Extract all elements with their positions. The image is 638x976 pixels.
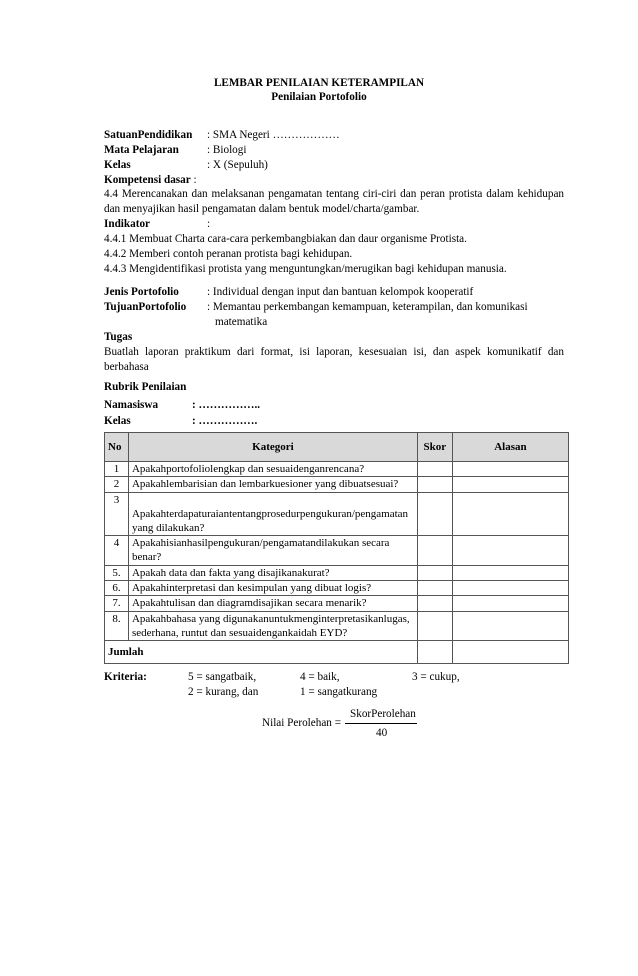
row-no: 7.	[105, 596, 129, 611]
row-no: 8.	[105, 611, 129, 641]
tugas-text: Buatlah laporan praktikum dari format, isi laporan, kesesuaian isi, dan aspek komunikatif dan berbahasa	[104, 346, 564, 373]
kompetensi-colon: :	[193, 174, 197, 186]
identity-label: SatuanPendidikan	[104, 129, 193, 141]
row-skor[interactable]	[417, 596, 452, 611]
tujuan-portofolio-value: : Memantau perkembangan kemampuan, keterampilan, dan komunikasi	[207, 301, 528, 313]
row-no: 6.	[105, 581, 129, 596]
fraction-line	[345, 723, 417, 724]
jumlah-row	[105, 641, 569, 664]
formula-lhs: Nilai Perolehan =	[262, 717, 342, 729]
header-kategori: Kategori	[128, 433, 417, 462]
table-row	[105, 462, 569, 477]
row-alasan[interactable]	[452, 536, 568, 566]
row-alasan[interactable]	[452, 462, 568, 477]
header-no: No	[105, 433, 129, 462]
tugas-label: Tugas	[104, 331, 133, 343]
table-row	[105, 536, 569, 566]
indikator-item: 4.4.2 Memberi contoh peranan protista bagi kehidupan.	[104, 248, 353, 260]
row-no: 5.	[105, 565, 129, 580]
kriteria-item: 2 = kurang, dan	[188, 686, 259, 698]
indikator-label: Indikator	[104, 218, 151, 230]
jumlah-alasan[interactable]	[452, 641, 568, 664]
identity-label: Kelas	[104, 159, 131, 171]
indikator-item: 4.4.1 Membuat Charta cara-cara perkembangbiakan dan daur organisme Protista.	[104, 233, 467, 245]
row-kategori: Apakahportofoliolengkap dan sesuaidenganrencana?	[128, 462, 417, 477]
identity-value: : X (Sepuluh)	[207, 159, 268, 171]
row-no: 4	[105, 536, 129, 566]
row-skor[interactable]	[417, 477, 452, 492]
row-alasan[interactable]	[452, 596, 568, 611]
jumlah-skor[interactable]	[417, 641, 452, 664]
identity-row-satuan	[104, 128, 340, 143]
row-alasan[interactable]	[452, 492, 568, 536]
kelas-value: : …………….	[192, 415, 258, 427]
row-no: 1	[105, 462, 129, 477]
row-skor[interactable]	[417, 462, 452, 477]
kriteria-label: Kriteria:	[104, 671, 147, 683]
formula-denominator: 40	[376, 727, 388, 739]
jumlah-label: Jumlah	[105, 641, 418, 664]
header-skor: Skor	[417, 433, 452, 462]
rubric-header-row	[105, 433, 569, 462]
document-subtitle: Penilaian Portofolio	[271, 91, 367, 103]
identity-row-kelas	[104, 158, 268, 173]
row-kategori: Apakahterdapaturaiantentangprosedurpengukuran/pengamatan yang dilakukan?	[128, 492, 417, 536]
kriteria-item: 5 = sangatbaik,	[188, 671, 257, 683]
jenis-portofolio-value: : Individual dengan input dan bantuan kelompok kooperatif	[207, 286, 474, 298]
row-skor[interactable]	[417, 611, 452, 641]
row-skor[interactable]	[417, 565, 452, 580]
tujuan-portofolio-row	[104, 300, 528, 315]
rubrik-label: Rubrik Penilaian	[104, 381, 187, 393]
kompetensi-label: Kompetensi dasar	[104, 174, 191, 186]
row-kategori: Apakahbahasa yang digunakanuntukmenginterpretasikanlugas, sederhana, runtut dan sesuaidengankaidah EYD?	[128, 611, 417, 641]
identity-row-mapel	[104, 143, 246, 158]
indikator-colon: :	[207, 218, 211, 230]
nama-siswa-value: : ……………..	[192, 399, 261, 411]
nama-siswa-row	[104, 398, 260, 413]
row-kategori: Apakahlembarisian dan lembarkuesioner yang dibuatsesuai?	[128, 477, 417, 492]
row-skor[interactable]	[417, 492, 452, 536]
jenis-portofolio-row	[104, 285, 473, 300]
kompetensi-row	[104, 173, 197, 188]
identity-value: : Biologi	[207, 144, 247, 156]
tujuan-portofolio-value-cont: matematika	[215, 316, 268, 328]
table-row	[105, 596, 569, 611]
table-row	[105, 492, 569, 536]
document-title: LEMBAR PENILAIAN KETERAMPILAN	[213, 77, 425, 89]
row-alasan[interactable]	[452, 565, 568, 580]
row-no: 2	[105, 477, 129, 492]
row-alasan[interactable]	[452, 611, 568, 641]
row-skor[interactable]	[417, 581, 452, 596]
row-kategori: Apakah data dan fakta yang disajikanakurat?	[128, 565, 417, 580]
row-skor[interactable]	[417, 536, 452, 566]
row-alasan[interactable]	[452, 477, 568, 492]
row-alasan[interactable]	[452, 581, 568, 596]
row-kategori: Apakahisianhasilpengukuran/pengamatandilakukan secara benar?	[128, 536, 417, 566]
kelas-label: Kelas	[104, 415, 131, 427]
tujuan-portofolio-label: TujuanPortofolio	[104, 301, 187, 313]
identity-value: : SMA Negeri ………………	[207, 129, 340, 141]
row-kategori: Apakahinterpretasi dan kesimpulan yang dibuat logis?	[128, 581, 417, 596]
jenis-portofolio-label: Jenis Portofolio	[104, 286, 179, 298]
table-row	[105, 581, 569, 596]
kriteria-item: 3 = cukup,	[412, 671, 460, 683]
formula-numerator: SkorPerolehan	[350, 708, 416, 720]
table-row	[105, 565, 569, 580]
indikator-item: 4.4.3 Mengidentifikasi protista yang menguntungkan/merugikan bagi kehidupan manusia.	[104, 263, 507, 275]
nama-siswa-label: Namasiswa	[104, 399, 159, 411]
kelas-row	[104, 414, 257, 429]
table-row	[105, 611, 569, 641]
indikator-row	[104, 217, 210, 232]
row-kategori: Apakahtulisan dan diagramdisajikan secara menarik?	[128, 596, 417, 611]
kriteria-item: 1 = sangatkurang	[300, 686, 378, 698]
rubric-table	[104, 432, 569, 664]
kriteria-item: 4 = baik,	[300, 671, 340, 683]
identity-label: Mata Pelajaran	[104, 144, 179, 156]
header-alasan: Alasan	[452, 433, 568, 462]
kompetensi-text: 4.4 Merencanakan dan melaksanan pengamatan tentang ciri-ciri dan peran protista dalam kehidupan dan menyajikan hasil pengamatan dalam bentuk model/charta/gambar.	[104, 188, 564, 215]
row-no: 3	[105, 492, 129, 536]
table-row	[105, 477, 569, 492]
